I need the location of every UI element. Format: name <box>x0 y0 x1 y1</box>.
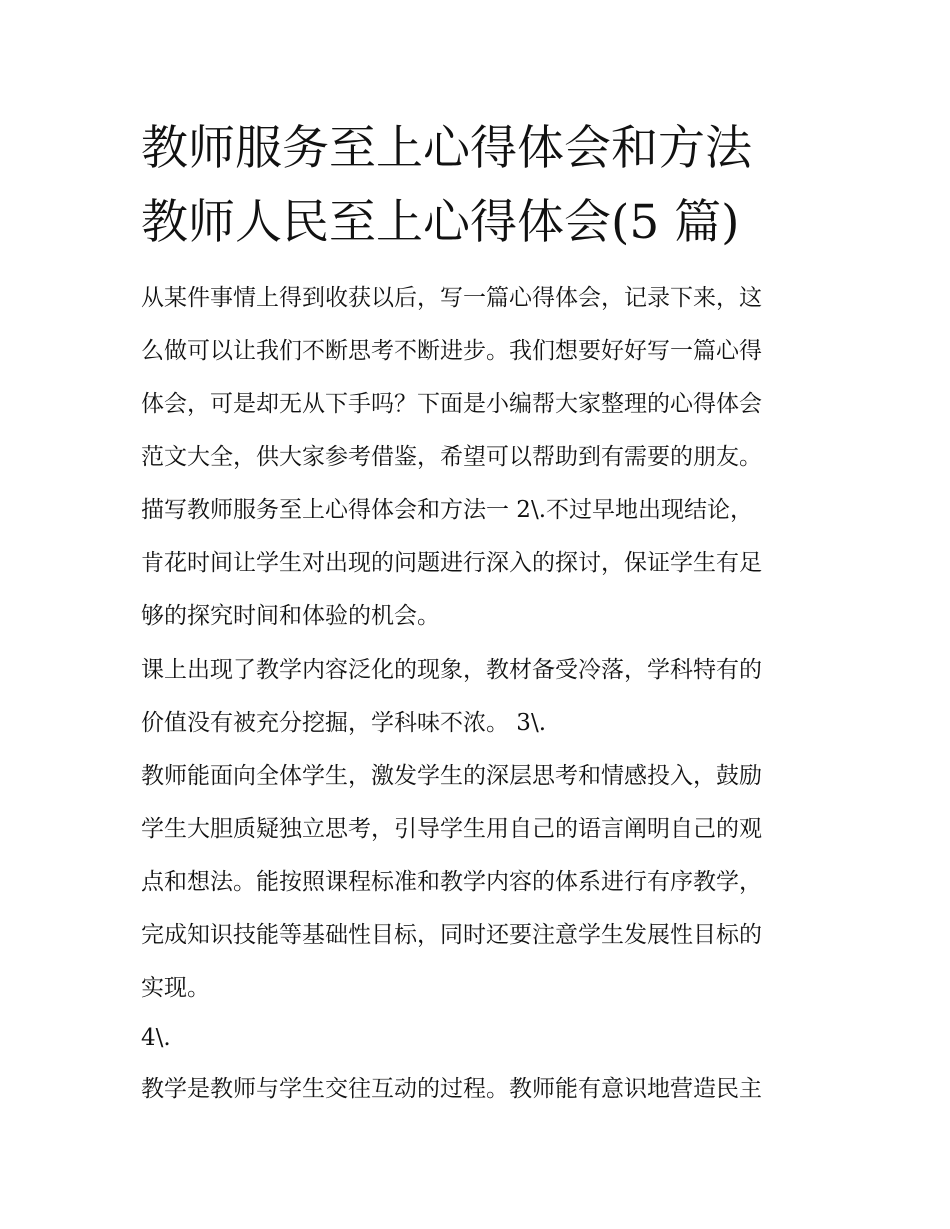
body-line: 4\. <box>141 1025 171 1051</box>
body-line: 从某件事情上得到收获以后，写一篇心得体会，记录下来，这 <box>141 285 762 311</box>
body-line: 教师能面向全体学生，激发学生的深层思考和情感投入，鼓励 <box>141 763 762 789</box>
body-line: 范文大全，供大家参考借鉴，希望可以帮助到有需要的朋友。 <box>141 444 762 470</box>
body-line: 课上出现了教学内容泛化的现象，教材备受冷落，学科特有的 <box>141 657 762 683</box>
title-line-2: 教师人民至上心得体会(5 篇) <box>141 195 740 250</box>
body-line: 够的探究时间和体验的机会。 <box>141 603 440 629</box>
document-title <box>141 112 841 260</box>
body-line: 肯花时间让学生对出现的问题进行深入的探讨，保证学生有足 <box>141 550 762 576</box>
body-line: 点和想法。能按照课程标准和教学内容的体系进行有序教学， <box>141 869 762 895</box>
body-line: 描写教师服务至上心得体会和方法一 2\.不过早地出现结论， <box>141 497 754 523</box>
body-line: 完成知识技能等基础性目标，同时还要注意学生发展性目标的 <box>141 922 762 948</box>
body-line: 实现。 <box>141 975 210 1001</box>
body-line: 么做可以让我们不断思考不断进步。我们想要好好写一篇心得 <box>141 338 762 364</box>
title-line-1: 教师服务至上心得体会和方法 <box>141 121 752 176</box>
body-line: 学生大胆质疑独立思考，引导学生用自己的语言阐明自己的观 <box>141 816 762 842</box>
body-line: 价值没有被充分挖掘，学科味不浓。 3\. <box>141 710 547 736</box>
body-line: 体会，可是却无从下手吗？下面是小编帮大家整理的心得体会 <box>141 391 762 417</box>
body-line: 教学是教师与学生交往互动的过程。教师能有意识地营造民主 <box>141 1076 762 1102</box>
